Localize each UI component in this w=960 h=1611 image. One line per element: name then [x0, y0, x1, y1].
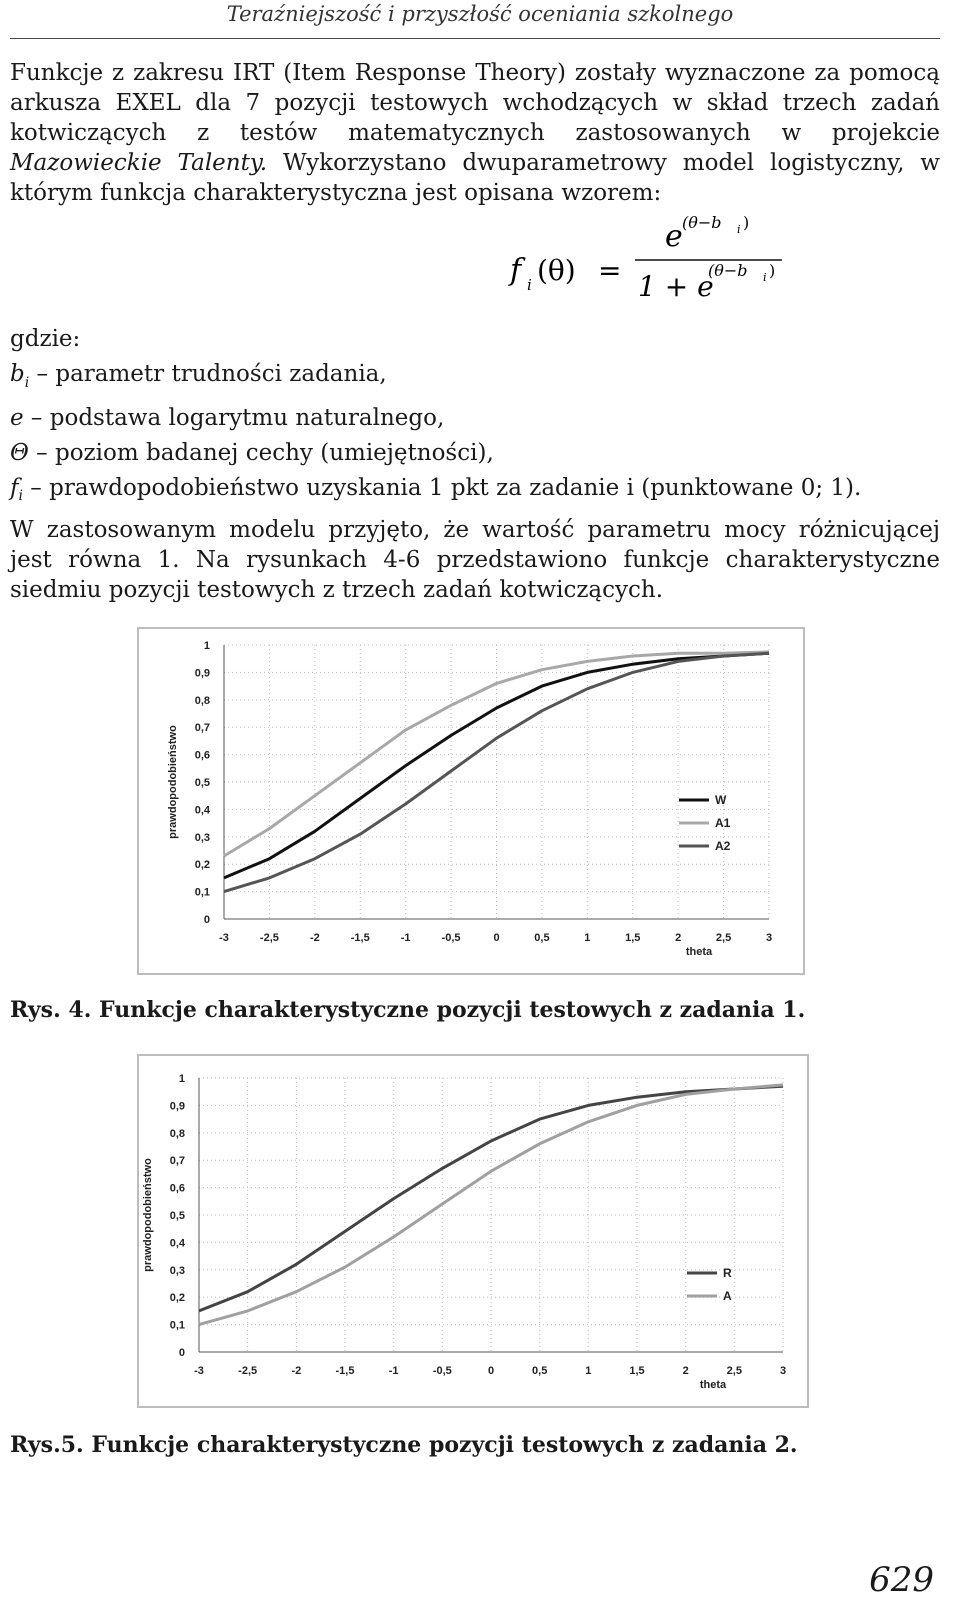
x-tick-label: 1,5	[625, 932, 641, 944]
def-text: – podstawa logarytmu naturalnego,	[23, 404, 445, 431]
x-tick-label: 0,5	[532, 1365, 548, 1377]
legend-label-a: A	[723, 1289, 732, 1303]
def-text: – prawdopodobieństwo uzyskania 1 pkt za zadanie i (punktowane 0; 1).	[23, 474, 862, 501]
y-tick-label: 0,4	[169, 1237, 185, 1250]
y-tick-label: 0,7	[169, 1155, 185, 1168]
y-tick-label: 0,1	[194, 886, 210, 899]
legend-label-r: R	[723, 1266, 732, 1280]
series-line-a	[199, 1085, 783, 1325]
figure-4-chart	[139, 629, 803, 973]
formula-equals: =	[598, 254, 622, 287]
y-axis-label: prawdopodobieństwo	[142, 1158, 154, 1272]
y-tick-label: 0,1	[169, 1319, 185, 1332]
y-tick-label: 0,4	[194, 804, 210, 817]
formula-arg: (θ)	[537, 254, 576, 287]
def-symbol: e	[10, 404, 24, 431]
x-tick-label: -3	[194, 1365, 204, 1377]
x-tick-label: 0	[493, 932, 500, 944]
definitions-intro: gdzie:	[10, 326, 81, 352]
x-tick-label: -1,5	[350, 932, 370, 944]
definition-item	[10, 471, 861, 515]
page-number: 629	[869, 1560, 934, 1600]
formula-denominator: 1 + e	[638, 270, 714, 303]
legend-label-a2: A2	[715, 839, 731, 853]
intro-text-1: Funkcje z zakresu IRT (Item Response Theory) zostały wyznaczone za pomocą arkusza EXEL dla 7 pozycji testowych wchodzących w skład trzech zadań kotwiczących z testów matematycznych zastosowanych w projekcie	[10, 60, 940, 146]
formula-num-exp-close: )	[743, 213, 750, 232]
x-tick-label: -0,5	[432, 1365, 452, 1377]
x-axis-label: theta	[685, 946, 713, 958]
y-tick-label: 0,3	[169, 1264, 185, 1277]
running-head: Teraźniejszość i przyszłość oceniania szkolnego	[226, 2, 734, 26]
x-axis-label: theta	[699, 1379, 727, 1391]
y-tick-label: 0,6	[194, 749, 210, 762]
figure-4-caption: Rys. 4. Funkcje charakterystyczne pozycji testowych z zadania 1.	[10, 997, 806, 1023]
definition-item	[10, 357, 861, 401]
x-tick-label: 1	[584, 932, 591, 944]
y-tick-label: 0,5	[169, 1210, 185, 1222]
figure-5-chart	[139, 1056, 807, 1406]
y-tick-label: 0,2	[169, 1292, 185, 1305]
formula-f-sub: i	[527, 276, 532, 294]
x-tick-label: 0	[487, 1365, 495, 1377]
figure-4-frame	[137, 627, 805, 975]
header-rule	[10, 38, 940, 39]
formula-den-exp-close: )	[769, 261, 776, 280]
x-tick-label: 2	[675, 932, 682, 944]
legend-label-a1: A1	[715, 816, 731, 830]
x-tick-label: 0,5	[534, 932, 550, 944]
formula-num-exp: (θ−b	[682, 213, 722, 232]
y-tick-label: 1	[178, 1073, 185, 1085]
y-tick-label: 1	[203, 640, 210, 652]
x-tick-label: 3	[779, 1365, 787, 1377]
def-symbol: Θ	[10, 439, 29, 466]
y-tick-label: 0,8	[169, 1127, 185, 1140]
formula-num-exp-sub: i	[737, 223, 741, 236]
y-tick-label: 0,9	[194, 667, 210, 680]
x-tick-label: 2	[682, 1365, 689, 1377]
formula-f: f	[510, 253, 522, 288]
y-tick-label: 0,2	[194, 859, 210, 872]
logistic-formula	[510, 213, 820, 308]
x-tick-label: 1,5	[629, 1365, 645, 1377]
x-tick-label: -0,5	[441, 932, 461, 944]
intro-paragraph	[10, 58, 940, 208]
definition-item	[10, 401, 861, 436]
x-tick-label: -2	[291, 1365, 302, 1377]
x-tick-label: -2	[309, 932, 320, 944]
x-tick-label: -1,5	[335, 1365, 355, 1377]
x-tick-label: -2,5	[259, 932, 279, 944]
y-tick-label: 0,6	[169, 1182, 185, 1195]
x-tick-label: 2,5	[715, 932, 732, 944]
def-sub: i	[18, 488, 23, 505]
figure-5-frame	[137, 1054, 809, 1408]
figure-5-caption: Rys.5. Funkcje charakterystyczne pozycji testowych z zadania 2.	[10, 1432, 798, 1458]
y-axis-label: prawdopodobieństwo	[167, 725, 179, 839]
formula-den-exp-sub: i	[763, 271, 767, 284]
def-text: – parametr trudności zadania,	[29, 361, 387, 387]
formula-numerator: e	[665, 219, 683, 254]
y-tick-label: 0	[178, 1347, 185, 1359]
def-symbol: f	[10, 474, 19, 501]
x-tick-label: 1	[585, 1365, 592, 1377]
y-tick-label: 0,7	[194, 722, 210, 735]
methods-paragraph: W zastosowanym modelu przyjęto, że wartość parametru mocy różnicującej jest równa 1. Na rysunkach 4-6 przedstawiono funkcje charakterystyczne siedmiu pozycji testowych z trzech zadań kotwiczących.	[10, 517, 940, 603]
y-tick-label: 0,5	[194, 777, 210, 789]
y-tick-label: 0,3	[194, 831, 210, 844]
series-line-a2	[224, 653, 769, 891]
definition-item	[10, 436, 861, 471]
x-tick-label: -2,5	[238, 1365, 258, 1377]
x-tick-label: 2,5	[726, 1365, 742, 1377]
def-text: – poziom badanej cechy (umiejętności),	[28, 439, 494, 466]
legend-label-w: W	[715, 793, 727, 807]
x-tick-label: -1	[400, 932, 411, 944]
project-name: Mazowieckie Talenty.	[10, 150, 268, 176]
def-symbol: b	[10, 361, 25, 387]
intro-text-2: Wykorzystano dwuparametrowy model logistyczny, w którym funkcja charakterystyczna jest opisana wzorem:	[10, 150, 940, 206]
x-tick-label: -3	[219, 932, 229, 944]
definitions-list	[10, 322, 861, 514]
x-tick-label: 3	[765, 932, 773, 944]
def-sub: i	[24, 374, 30, 391]
y-tick-label: 0,8	[194, 694, 210, 707]
y-tick-label: 0	[203, 914, 210, 926]
formula-den-exp: (θ−b	[708, 261, 748, 280]
y-tick-label: 0,9	[169, 1100, 185, 1113]
x-tick-label: -1	[388, 1365, 399, 1377]
